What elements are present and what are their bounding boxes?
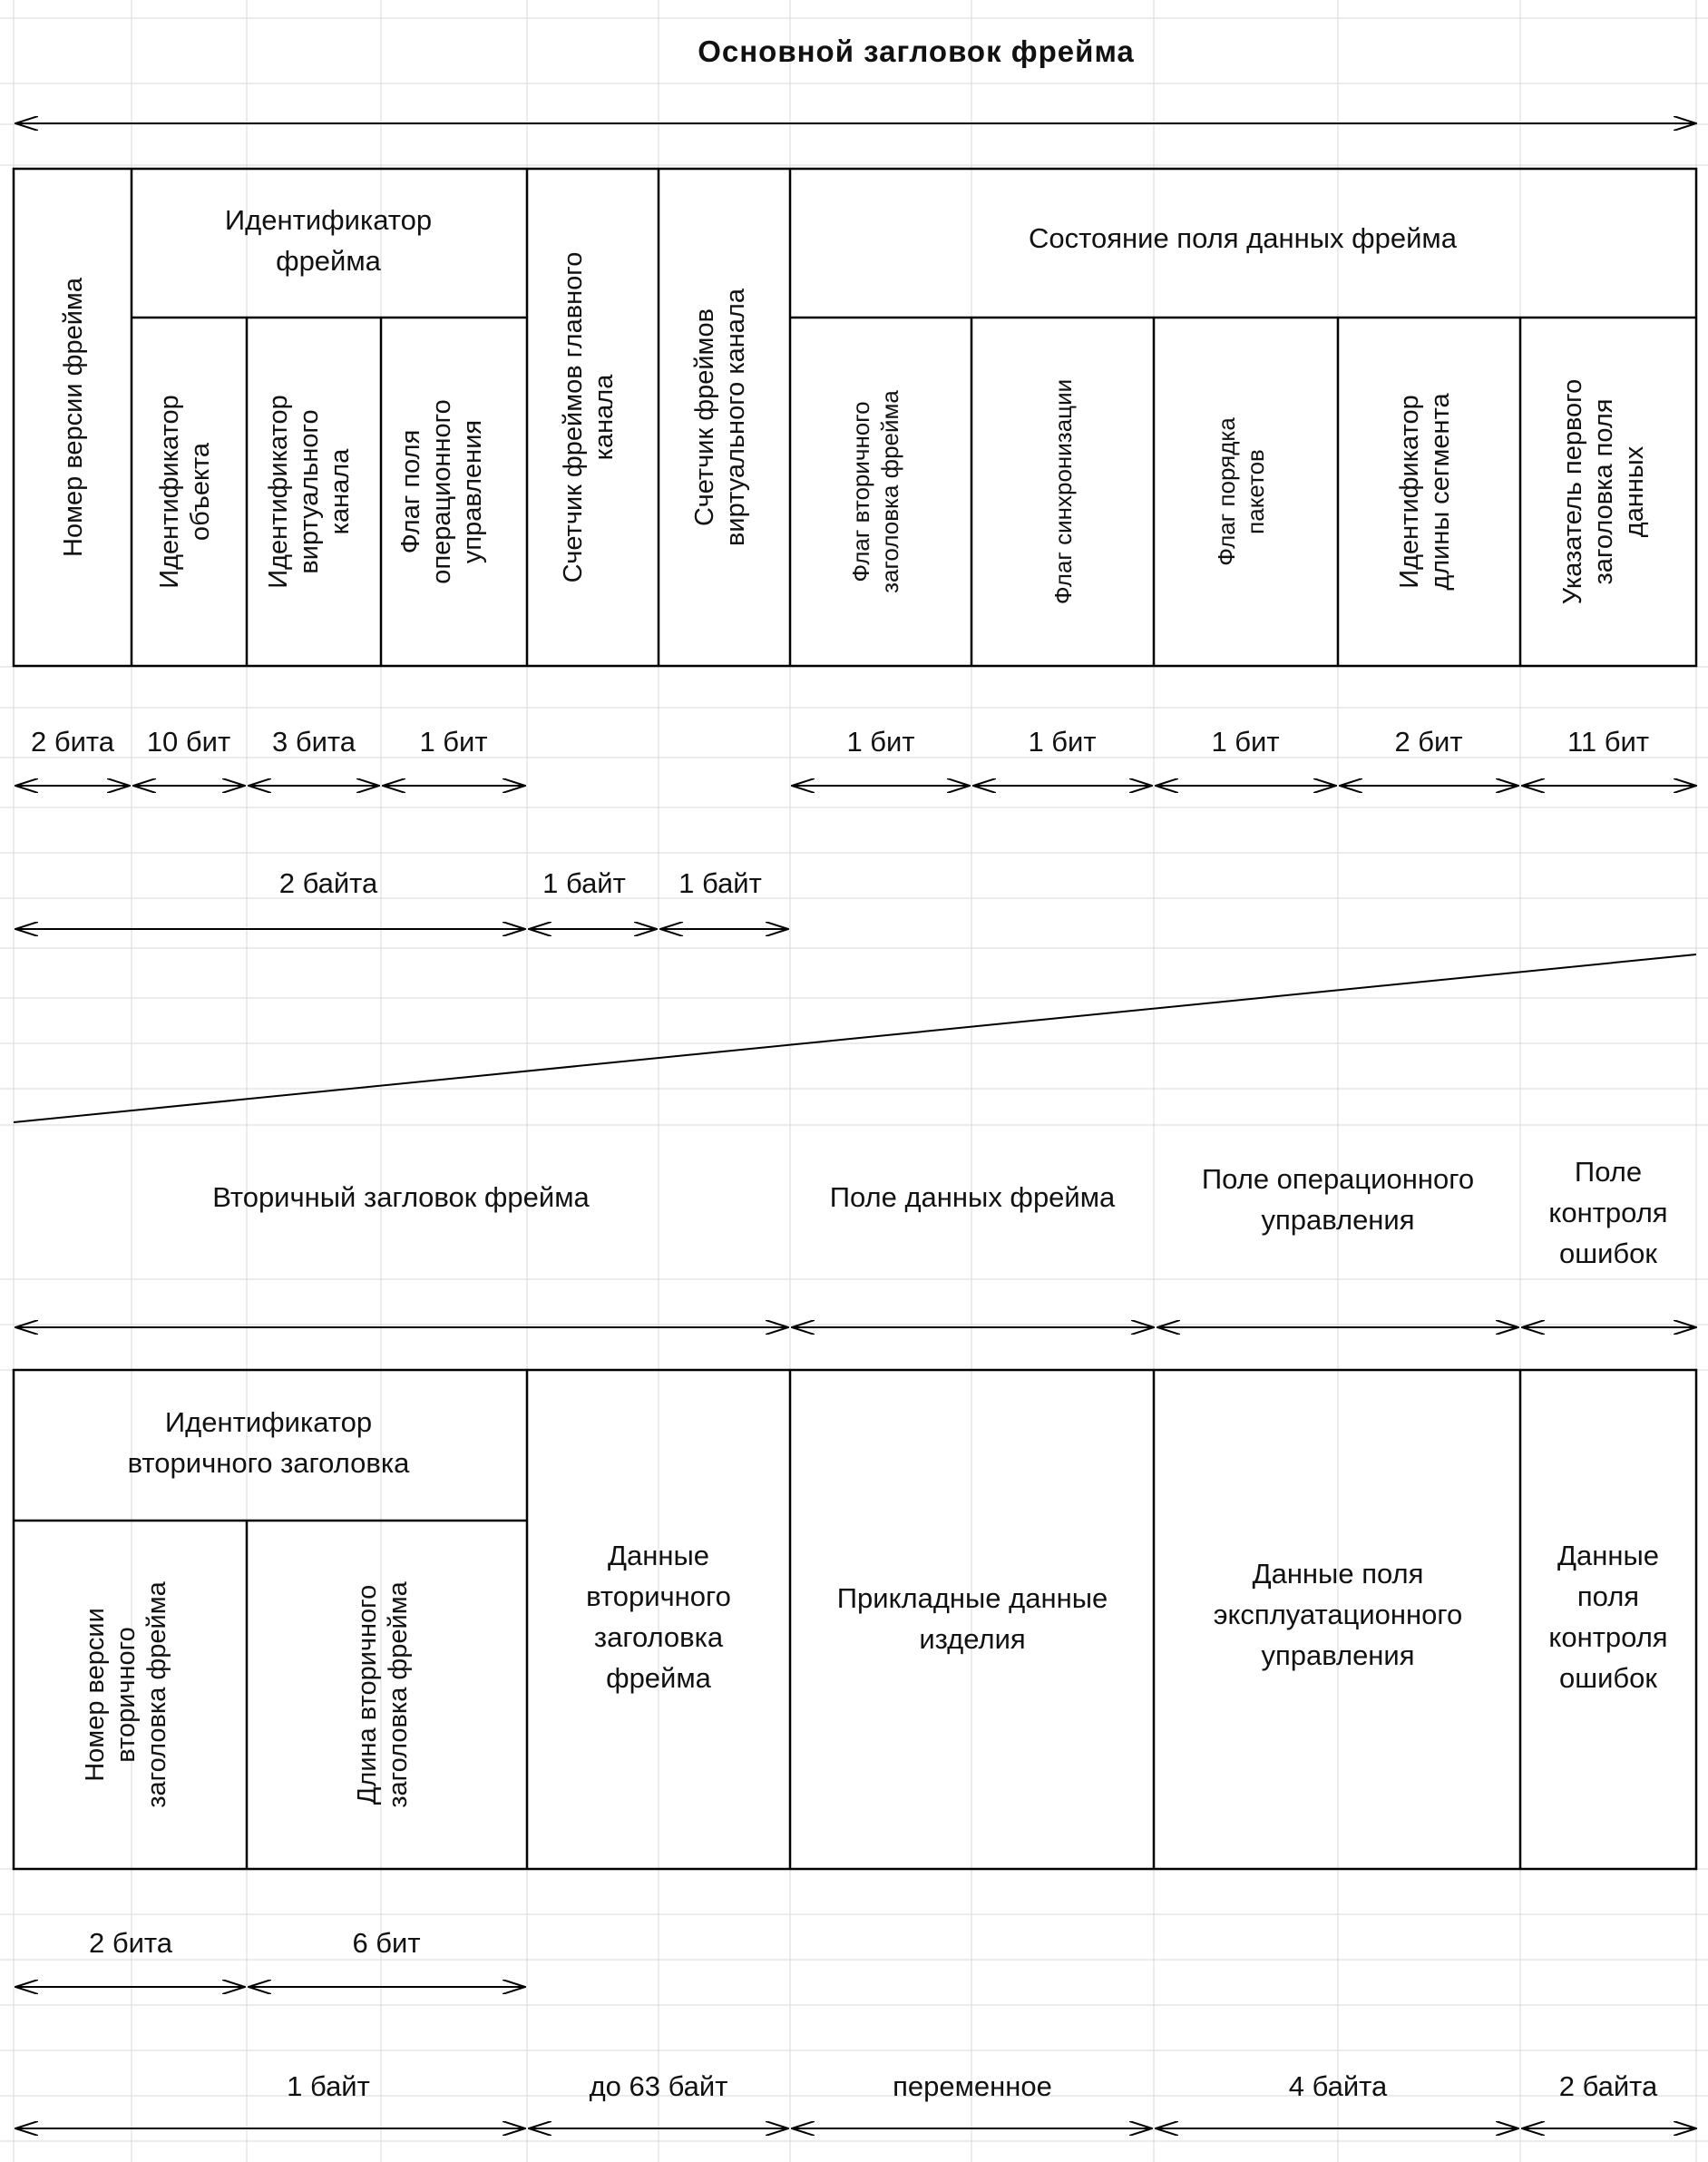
object-identifier-label: Идентификаторобъекта bbox=[155, 395, 215, 589]
byte-size-label: до 63 байт bbox=[589, 2070, 728, 2102]
secondary-header-data-label: Данные вторичного заголовка фрейма bbox=[586, 1540, 731, 1694]
byte-size-label: 2 байта bbox=[1558, 2070, 1658, 2102]
first-header-pointer-label: Указатель первогозаголовка поляданных bbox=[1558, 378, 1649, 605]
byte-size-label: 1 байт bbox=[542, 867, 626, 899]
secondary-version-number-label: Номер версиивторичногозаголовка фрейма bbox=[81, 1581, 171, 1808]
secondary-header-part-label: Вторичный заглoвок фрейма bbox=[212, 1181, 590, 1213]
frame-identifier-label: Идентификатор фрейма bbox=[224, 204, 433, 277]
bit-size-label: 2 бит bbox=[1394, 726, 1463, 758]
secondary-bit-sizes bbox=[15, 1927, 525, 1987]
bit-size-label: 2 бита bbox=[30, 726, 115, 758]
byte-size-label: 1 байт bbox=[287, 2070, 370, 2102]
packet-order-flag-label: Флаг порядкапакетов bbox=[1213, 417, 1269, 566]
byte-size-label: 4 байта bbox=[1288, 2070, 1388, 2102]
virtual-channel-identifier-label: Идентификаторвиртуальногоканала bbox=[264, 395, 355, 589]
operational-control-field-part-label: Поле операционного управления bbox=[1201, 1163, 1475, 1236]
virtual-channel-frame-count-label: Счетчик фреймоввиртуального канала bbox=[690, 289, 750, 546]
fecf-data-label: Данные поля контроля ошибок bbox=[1548, 1540, 1668, 1694]
bit-size-label: 11 бит bbox=[1566, 726, 1650, 758]
byte-size-label: переменное bbox=[893, 2070, 1052, 2102]
bit-size-label: 1 бит bbox=[1211, 726, 1280, 758]
ocf-flag-label: Флаг поляоперационногоуправления bbox=[396, 399, 487, 584]
data-field-part-label: Поле данных фрейма bbox=[829, 1181, 1116, 1213]
error-control-field-part-label: Поле контроля ошибок bbox=[1548, 1156, 1668, 1269]
byte-size-label: 1 байт bbox=[678, 867, 762, 899]
bit-size-label: 3 бита bbox=[271, 726, 356, 758]
bit-size-label: 10 бит bbox=[146, 726, 231, 758]
bit-size-label: 2 бита bbox=[88, 1927, 173, 1959]
data-field-status-label: Состояние поля данных фрейма bbox=[1029, 222, 1457, 254]
secondary-byte-sizes bbox=[15, 2070, 1696, 2128]
master-channel-frame-count-label: Счетчик фреймов главногоканала bbox=[559, 251, 619, 583]
bit-size-label: 1 бит bbox=[846, 726, 915, 758]
application-data-label: Прикладные данные изделия bbox=[836, 1582, 1108, 1655]
version-number-label: Номер версии фрейма bbox=[59, 278, 88, 557]
ocf-data-label: Данные поля эксплуатационного управления bbox=[1213, 1558, 1463, 1671]
bit-size-label: 6 бит bbox=[352, 1927, 421, 1959]
primary-header-title: Основной загловок фрейма bbox=[698, 34, 1135, 68]
segment-length-identifier-label: Идентификатордлины сегмента bbox=[1395, 393, 1455, 591]
sync-flag-label: Флаг синхронизации bbox=[1049, 378, 1077, 605]
secondary-header-identifier-label: Идентификатор вторичного заголовка bbox=[127, 1406, 410, 1479]
expansion-line bbox=[14, 954, 1696, 1122]
primary-bit-sizes bbox=[15, 726, 1696, 786]
secondary-length-label: Длина вторичногозаголовка фрейма bbox=[353, 1581, 413, 1808]
bit-size-label: 1 бит bbox=[419, 726, 488, 758]
byte-size-label: 2 байта bbox=[278, 867, 378, 899]
bit-size-label: 1 бит bbox=[1028, 726, 1097, 758]
secondary-header-flag-label: Флаг вторичногозаголовка фрейма bbox=[847, 390, 903, 593]
